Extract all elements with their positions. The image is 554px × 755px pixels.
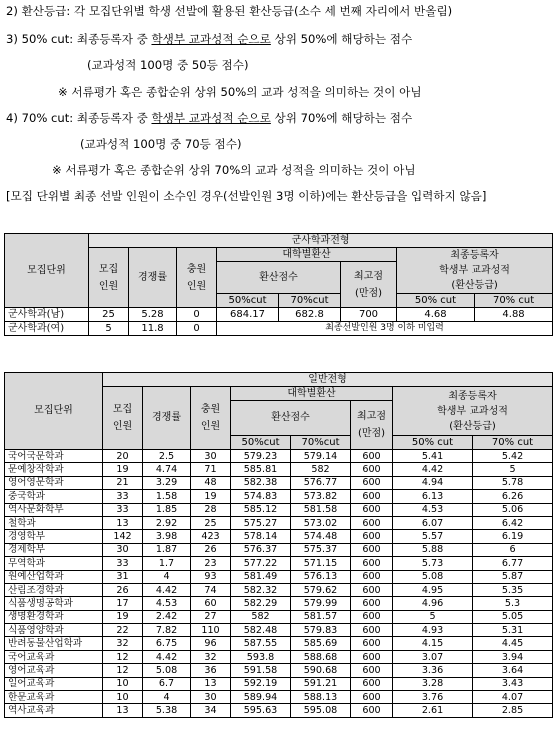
cell-extra: 71 [191,463,231,476]
cell-extra: 23 [191,557,231,570]
cell-50cut: 581.49 [231,570,291,583]
cell-extra: 19 [191,490,231,503]
cell-ratio: 11.8 [129,322,177,336]
cell-70cut: 576.77 [291,476,351,489]
cell-ratio: 1.58 [143,490,191,503]
cell-unit: 한문교육과 [5,691,103,704]
cell-max: 600 [351,450,393,463]
cell-50cut: 591.58 [231,664,291,677]
cell-ratio: 2.92 [143,516,191,529]
header-group-title: 군사학과전형 [89,234,553,248]
table-row [5,650,553,663]
cell-quota: 30 [103,543,143,556]
header-score: 환산점수 [231,401,351,436]
header-50cut: 50%cut [217,294,279,308]
cell-50cut: 582.48 [231,624,291,637]
cell-50cut: 595.63 [231,704,291,717]
cell-50cut-grade: 5.88 [393,543,473,556]
cell-quota: 33 [103,503,143,516]
cell-ratio: 4 [143,691,191,704]
cell-extra: 30 [191,691,231,704]
cell-70cut-grade: 5.06 [473,503,553,516]
table-row [5,516,553,529]
cell-50cut: 582 [231,610,291,623]
cell-ratio: 1.85 [143,503,191,516]
cell-70cut: 581.58 [291,503,351,516]
cell-ratio: 5.28 [129,308,177,322]
cell-extra: 30 [191,450,231,463]
cell-unit: 식품생명공학과 [5,597,103,610]
note-line-4: ※ 서류평가 혹은 종합순위 상위 50%의 교과 성적을 의미하는 것이 아님 [58,85,422,99]
cell-max: 600 [351,650,393,663]
cell-max: 600 [351,704,393,717]
header-univ: 대학별환산 [217,248,397,262]
cell-ratio: 2.42 [143,610,191,623]
cell-70cut-grade: 4.88 [475,308,553,322]
cell-quota: 19 [103,610,143,623]
cell-50cut: 585.12 [231,503,291,516]
cell-max: 600 [351,490,393,503]
cell-50cut-grade: 3.28 [393,677,473,690]
cell-extra: 74 [191,583,231,596]
cell-max: 600 [351,664,393,677]
cell-quota: 20 [103,450,143,463]
cell-70cut-grade: 6.26 [473,490,553,503]
cell-70cut-grade: 5 [473,463,553,476]
cell-ratio: 4 [143,570,191,583]
cell-quota: 21 [103,476,143,489]
cell-50cut-grade: 4.94 [393,476,473,489]
cell-extra: 60 [191,597,231,610]
note-line-8: [모집 단위별 최종 선발 인원이 소수인 경우(선발인원 3명 이하)에는 환산등급을 입력하지 않음] [6,189,487,203]
header-unit: 모집단위 [5,234,89,308]
cell-extra: 32 [191,650,231,663]
cell-50cut-grade: 5.73 [393,557,473,570]
cell-50cut-grade: 3.76 [393,691,473,704]
cell-max: 600 [351,557,393,570]
cell-50cut: 582.29 [231,597,291,610]
table-row [5,543,553,556]
cell-70cut-grade: 3.43 [473,677,553,690]
cell-70cut: 588.13 [291,691,351,704]
cell-50cut-grade: 4.95 [393,583,473,596]
cell-quota: 10 [103,677,143,690]
cell-extra: 36 [191,664,231,677]
cell-unit: 문예창작학과 [5,463,103,476]
cell-quota: 32 [103,637,143,650]
cell-extra: 96 [191,637,231,650]
cell-max: 600 [351,691,393,704]
header-max: 최고점 (만점) [351,401,393,450]
cell-max: 600 [351,570,393,583]
cell-ratio: 4.42 [143,583,191,596]
cell-50cut: 577.22 [231,557,291,570]
cell-50cut: 582.32 [231,583,291,596]
header-extra: 충원 인원 [177,248,217,308]
cell-70cut: 574.48 [291,530,351,543]
cell-unit: 경영학부 [5,530,103,543]
cell-max: 600 [351,516,393,529]
note-line-5 [6,110,412,126]
cell-ratio: 4.53 [143,597,191,610]
cell-70cut: 588.68 [291,650,351,663]
note-line-5-underline: 학생부 교과성적 순으로 [151,111,271,125]
military-admission-table [4,233,553,336]
cell-max: 600 [351,530,393,543]
cell-50cut-grade: 4.42 [393,463,473,476]
cell-50cut-grade: 5.08 [393,570,473,583]
cell-70cut: 585.69 [291,637,351,650]
cell-70cut: 571.15 [291,557,351,570]
cell-ratio: 4.74 [143,463,191,476]
cell-quota: 33 [103,490,143,503]
cell-max: 600 [351,503,393,516]
table-row [5,704,553,717]
cell-50cut: 585.81 [231,463,291,476]
cell-50cut-grade: 4.68 [397,308,475,322]
cell-quota: 5 [89,322,129,336]
header-70cut-grade: 70% cut [473,436,553,450]
cell-quota: 13 [103,704,143,717]
cell-50cut-grade: 6.07 [393,516,473,529]
cell-ratio: 6.75 [143,637,191,650]
note-line-2-underline: 학생부 교과성적 순으로 [151,32,271,46]
cell-70cut-grade: 5.87 [473,570,553,583]
cell-50cut: 587.55 [231,637,291,650]
cell-extra: 25 [191,516,231,529]
header-70cut: 70%cut [279,294,341,308]
cell-50cut: 574.83 [231,490,291,503]
cell-70cut-grade: 5.42 [473,450,553,463]
cell-70cut: 579.14 [291,450,351,463]
note-line-5-post: 상위 70%에 해당하는 점수 [270,111,413,125]
cell-50cut-grade: 4.96 [393,597,473,610]
cell-70cut-grade: 5.31 [473,624,553,637]
cell-70cut: 581.57 [291,610,351,623]
cell-50cut-grade: 5 [393,610,473,623]
cell-unit: 철학과 [5,516,103,529]
cell-50cut: 592.19 [231,677,291,690]
cell-max: 600 [351,597,393,610]
cell-unit: 생명환경학과 [5,610,103,623]
header-final: 최종등록자 학생부 교과성적 (환산등급) [397,248,553,294]
cell-max: 600 [351,610,393,623]
cell-70cut-grade: 5.3 [473,597,553,610]
header-quota: 모집 인원 [103,387,143,450]
cell-70cut: 575.37 [291,543,351,556]
cell-50cut-grade: 4.93 [393,624,473,637]
table-row [5,610,553,623]
cell-70cut-grade: 5.35 [473,583,553,596]
table-row [5,308,553,322]
table-row [5,637,553,650]
cell-quota: 12 [103,650,143,663]
cell-max: 600 [351,476,393,489]
cell-unit: 영어교육과 [5,664,103,677]
cell-unit: 군사학과(남) [5,308,89,322]
cell-quota: 142 [103,530,143,543]
cell-70cut: 579.99 [291,597,351,610]
header-max: 최고점 (만점) [341,262,397,308]
cell-50cut: 684.17 [217,308,279,322]
cell-unit: 영어영문학과 [5,476,103,489]
cell-extra: 0 [177,308,217,322]
cell-70cut-grade: 6.19 [473,530,553,543]
cell-50cut-grade: 3.36 [393,664,473,677]
table-row [5,530,553,543]
header-score: 환산점수 [217,262,341,294]
header-50cut-grade: 50% cut [397,294,475,308]
cell-unit: 무역학과 [5,557,103,570]
note-line-2 [6,31,412,47]
cell-extra: 27 [191,610,231,623]
cell-50cut: 589.94 [231,691,291,704]
cell-70cut: 576.13 [291,570,351,583]
header-quota: 모집 인원 [89,248,129,308]
cell-unit: 국어교육과 [5,650,103,663]
cell-70cut-grade: 4.45 [473,637,553,650]
cell-extra: 34 [191,704,231,717]
header-extra: 충원 인원 [191,387,231,450]
cell-ratio: 1.7 [143,557,191,570]
cell-70cut: 579.83 [291,624,351,637]
cell-70cut: 582 [291,463,351,476]
cell-70cut-grade: 3.94 [473,650,553,663]
table-row [5,463,553,476]
cell-70cut-grade: 6.42 [473,516,553,529]
cell-unit: 역사교육과 [5,704,103,717]
cell-50cut: 593.8 [231,650,291,663]
table-row [5,691,553,704]
header-final: 최종등록자 학생부 교과성적 (환산등급) [393,387,553,436]
cell-note: 최종선발인원 3명 이하 미입력 [217,322,553,336]
cell-70cut: 573.82 [291,490,351,503]
cell-50cut-grade: 5.41 [393,450,473,463]
table-row [5,677,553,690]
cell-70cut-grade: 6.77 [473,557,553,570]
cell-70cut: 590.68 [291,664,351,677]
cell-max: 600 [351,543,393,556]
note-line-2-pre: 3) 50% cut: 최종등록자 중 [6,32,152,46]
table-row [5,570,553,583]
cell-quota: 25 [89,308,129,322]
note-line-1: 2) 환산등급: 각 모집단위별 학생 선발에 활용된 환산등급(소수 세 번째 자리에서 반올림) [6,4,453,18]
cell-unit: 국어국문학과 [5,450,103,463]
cell-50cut: 578.14 [231,530,291,543]
table-row [5,476,553,489]
cell-extra: 26 [191,543,231,556]
cell-quota: 33 [103,557,143,570]
cell-50cut-grade: 4.15 [393,637,473,650]
table-row [5,583,553,596]
cell-unit: 식품영양학과 [5,624,103,637]
cell-50cut: 582.38 [231,476,291,489]
table-row [5,624,553,637]
cell-50cut: 579.23 [231,450,291,463]
cell-max: 600 [351,677,393,690]
cell-50cut-grade: 3.07 [393,650,473,663]
cell-extra: 13 [191,677,231,690]
cell-ratio: 1.87 [143,543,191,556]
cell-quota: 26 [103,583,143,596]
general-admission-table [4,372,553,718]
cell-quota: 10 [103,691,143,704]
cell-70cut: 595.08 [291,704,351,717]
table-row [5,664,553,677]
cell-quota: 19 [103,463,143,476]
table-row [5,490,553,503]
cell-unit: 중국학과 [5,490,103,503]
cell-unit: 반려동물산업학과 [5,637,103,650]
header-70cut: 70%cut [291,436,351,450]
cell-70cut: 573.02 [291,516,351,529]
cell-ratio: 3.98 [143,530,191,543]
table-row [5,557,553,570]
cell-unit: 일어교육과 [5,677,103,690]
cell-max: 600 [351,583,393,596]
cell-unit: 역사문화학부 [5,503,103,516]
cell-extra: 0 [177,322,217,336]
cell-unit: 군사학과(여) [5,322,89,336]
general-table-body [5,450,553,718]
cell-ratio: 7.82 [143,624,191,637]
cell-extra: 110 [191,624,231,637]
note-line-6: (교과성적 100명 중 70등 점수) [80,137,242,151]
cell-quota: 31 [103,570,143,583]
cell-50cut: 575.27 [231,516,291,529]
cell-max: 600 [351,624,393,637]
cell-50cut-grade: 6.13 [393,490,473,503]
cell-max: 700 [341,308,397,322]
cell-quota: 17 [103,597,143,610]
cell-ratio: 4.42 [143,650,191,663]
table-row [5,503,553,516]
cell-extra: 423 [191,530,231,543]
cell-unit: 경제학부 [5,543,103,556]
cell-ratio: 5.08 [143,664,191,677]
note-line-2-post: 상위 50%에 해당하는 점수 [270,32,413,46]
header-50cut-grade: 50% cut [393,436,473,450]
header-50cut: 50%cut [231,436,291,450]
cell-70cut: 591.21 [291,677,351,690]
cell-max: 600 [351,637,393,650]
note-line-3: (교과성적 100명 중 50등 점수) [87,58,249,72]
cell-extra: 93 [191,570,231,583]
cell-50cut-grade: 4.53 [393,503,473,516]
cell-ratio: 6.7 [143,677,191,690]
cell-ratio: 3.29 [143,476,191,489]
header-unit: 모집단위 [5,373,103,450]
header-group-title: 일반전형 [103,373,553,387]
cell-70cut-grade: 3.64 [473,664,553,677]
table-row [5,322,553,336]
cell-50cut: 576.37 [231,543,291,556]
cell-ratio: 2.5 [143,450,191,463]
cell-70cut-grade: 2.85 [473,704,553,717]
cell-extra: 48 [191,476,231,489]
header-ratio: 경쟁률 [143,387,191,450]
cell-70cut-grade: 5.05 [473,610,553,623]
cell-max: 600 [351,463,393,476]
cell-50cut-grade: 2.61 [393,704,473,717]
header-70cut-grade: 70% cut [475,294,553,308]
cell-ratio: 5.38 [143,704,191,717]
cell-70cut-grade: 4.07 [473,691,553,704]
cell-70cut: 682.8 [279,308,341,322]
cell-quota: 13 [103,516,143,529]
table-row [5,450,553,463]
cell-70cut-grade: 5.78 [473,476,553,489]
cell-70cut-grade: 6 [473,543,553,556]
cell-quota: 22 [103,624,143,637]
cell-unit: 산림조경학과 [5,583,103,596]
note-line-7: ※ 서류평가 혹은 종합순위 상위 70%의 교과 성적을 의미하는 것이 아님 [52,163,416,177]
table-row [5,597,553,610]
cell-quota: 12 [103,664,143,677]
cell-70cut: 579.62 [291,583,351,596]
cell-unit: 원예산업학과 [5,570,103,583]
note-line-5-pre: 4) 70% cut: 최종등록자 중 [6,111,152,125]
cell-50cut-grade: 5.57 [393,530,473,543]
cell-extra: 28 [191,503,231,516]
header-univ: 대학별환산 [231,387,393,401]
header-ratio: 경쟁률 [129,248,177,308]
